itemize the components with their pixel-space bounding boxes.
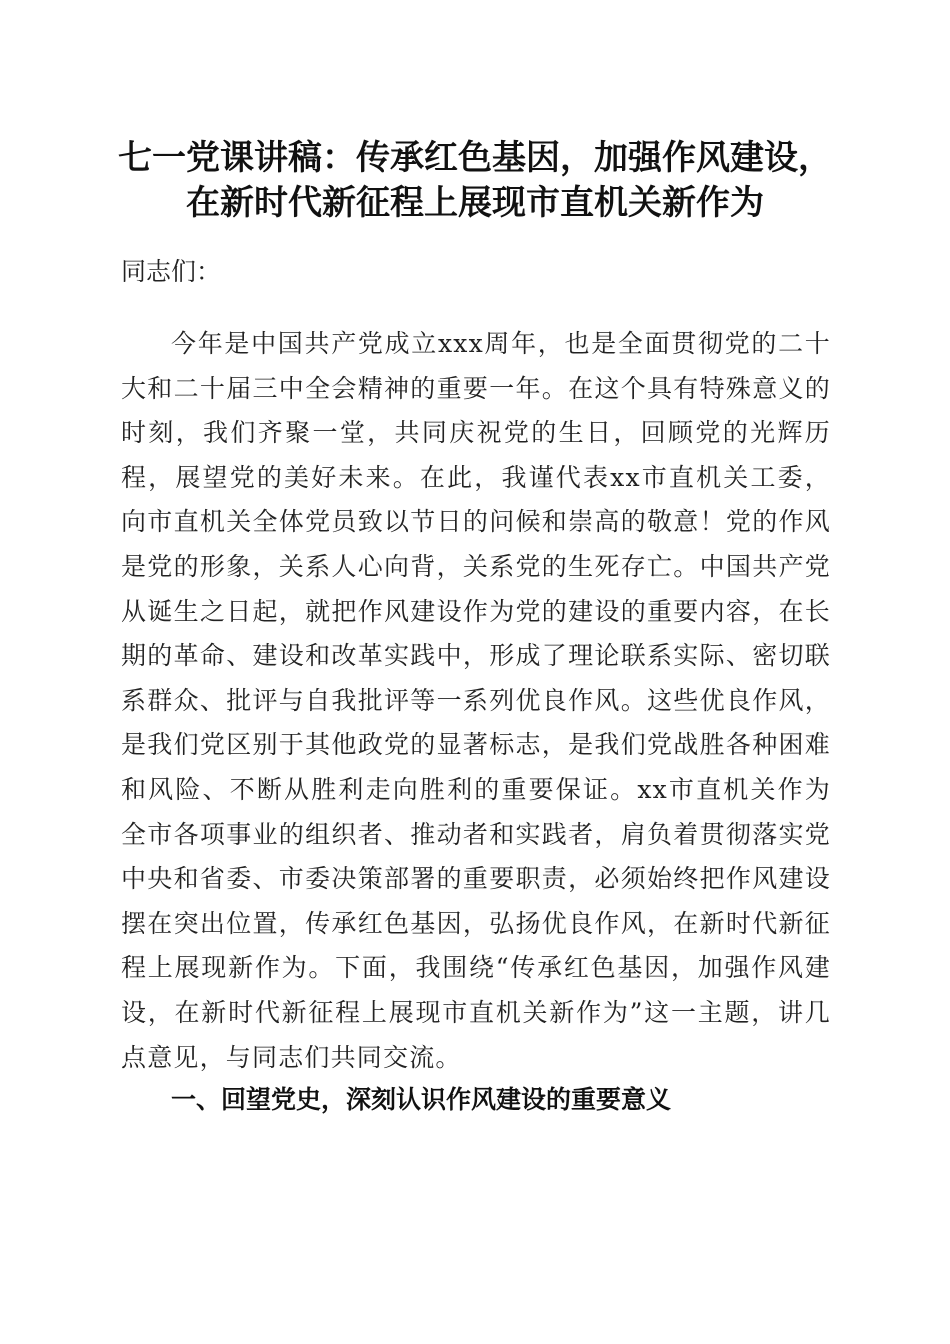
title-line-2: 在新时代新征程上展现市直机关新作为 — [186, 183, 764, 223]
salutation: 同志们： — [121, 257, 222, 286]
section-heading: 一、回望党史，深刻认识作风建设的重要意义 — [171, 1085, 672, 1114]
body-paragraph: 今年是中国共产党成立xxx周年，也是全面贯彻党的二十大和二十届三中全会精神的重要一年。在这个具有特殊意义的时刻，我们齐聚一堂，共同庆祝党的生日，回顾党的光辉历程，展望党的美好未来。在此，我谨代表xx市直机关工委，向市直机关全体党员致以节日的问候和崇高的敬意！党的作风是党的形象，关系人心向背，关系党的生死存亡。中国共产党从诞生之日起，就把作风建设作为党的建设的重要内容，在长期的革命、建设和改革实践中，形成了理论联系实际、密切联系群众、批评与自我批评等一系列优良作风。这些优良作风，是我们党区别于其他政党的显著标志，是我们党战胜各种困难和风险、不断从胜利走向胜利的重要保证。xx市直机关作为全市各项事业的组织者、推动者和实践者，肩负着贯彻落实党中央和省委、市委决策部署的重要职责，必须始终把作风建设摆在突出位置，传承红色基因，弘扬优良作风，在新时代新征程上展现新作为。下面，我围绕“传承红色基因，加强作风建设，在新时代新征程上展现市直机关新作为”这一主题，讲几点意见，与同志们共同交流。 — [121, 329, 831, 1072]
document-title — [60, 136, 890, 226]
title-line-1: 七一党课讲稿：传承红色基因，加强作风建设， — [118, 138, 832, 178]
